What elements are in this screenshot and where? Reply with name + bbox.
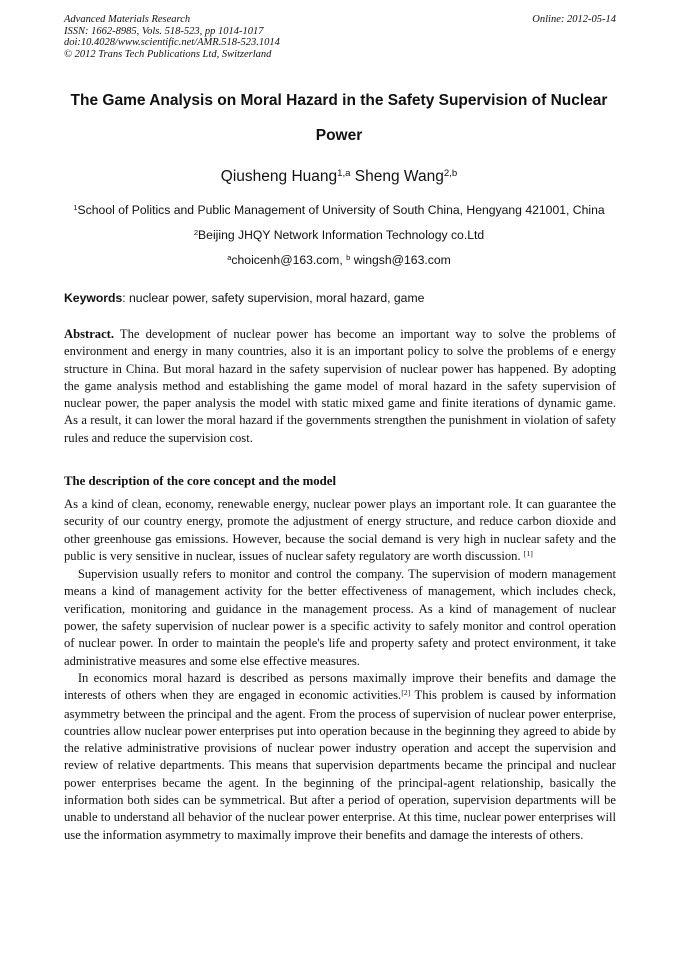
paragraph-2: Supervision usually refers to monitor and control the company. The supervision of modern management means a kind of management activity for the better effectiveness of management, which includes check, verification, monitoring and guidance in the management process. As a kind of management of nuclear power, the safety supervision of nuclear power is a specific activity to safely monitor and control operation of nuclear power. In order to maintain the people's life and property safety and protect environment, it take administrative measures and some else effective measures. <box>64 567 616 668</box>
author-line <box>50 168 628 186</box>
paragraph-3 <box>64 670 616 844</box>
paragraph-1 <box>64 496 616 566</box>
doi-line: doi:10.4028/www.scientific.net/AMR.518-523.1014 <box>64 37 280 48</box>
email-a: choicenh@163.com, <box>231 253 347 267</box>
author-2-sup: 2,b <box>443 167 458 179</box>
paragraph-3-text-a: In economics moral hazard is described as persons maximally improve their benefits and damage the interests of others when they are engaged in economic activities. <box>64 670 616 703</box>
keywords-text: : nuclear power, safety supervision, moral hazard, game <box>122 291 425 305</box>
affiliation-1-sup: 1 <box>73 202 78 212</box>
author-1-sup: 1,a <box>337 167 351 179</box>
issn-line: ISSN: 1662-8985, Vols. 518-523, pp 1014-1017 <box>64 25 264 37</box>
abstract-text: The development of nuclear power has become an important way to solve the problems of environment and energy in many countries, also it is an important policy to solve the problems of e energy structure in China. But moral hazard in the safety supervision of nuclear power has happened. By adopting the game analysis method and establishing the game model of moral hazard in the safety supervision of nuclear power, the paper analysis the model with static mixed game and finite iterations of dynamic game. As a result, it can lower the moral hazard if the governments strengthen the punishment in violation of safety rules and reduce the supervision cost. <box>64 327 616 445</box>
paper-title-line-1: The Game Analysis on Moral Hazard in the Safety Supervision of Nuclear <box>70 92 608 109</box>
email-b-sup: b <box>346 252 351 262</box>
section-heading: The description of the core concept and the model <box>64 474 337 488</box>
paragraph-3-ref: [2] <box>401 687 411 697</box>
journal-header <box>64 14 616 60</box>
affiliation-1-text: School of Politics and Public Management of University of South China, Hengyang 421001, China <box>77 203 605 217</box>
online-date: Online: 2012-05-14 <box>532 14 616 25</box>
abstract-label: Abstract. <box>64 327 115 341</box>
journal-name: Advanced Materials Research <box>64 14 191 25</box>
author-2-name: Sheng Wang <box>350 168 444 185</box>
affiliation-1 <box>40 203 638 217</box>
email-line <box>40 253 638 267</box>
paper-title-line-2: Power <box>315 127 363 144</box>
affiliation-2-sup: 2 <box>193 227 199 237</box>
keywords <box>64 291 616 305</box>
email-a-sup: a <box>227 252 232 262</box>
affiliation-2-text: Beijing JHQY Network Information Technology co.Ltd <box>198 228 485 242</box>
author-1-name: Qiusheng Huang <box>220 168 338 185</box>
keywords-label: Keywords <box>64 291 123 305</box>
paragraph-1-ref: [1] <box>523 548 533 558</box>
copyright-line: © 2012 Trans Tech Publications Ltd, Switzerland <box>64 48 272 60</box>
affiliation-2 <box>40 228 638 242</box>
paragraph-1-text: As a kind of clean, economy, renewable energy, nuclear power plays an important role. It can guarantee the security of our country energy, promote the adjustment of energy structure, and reduce carbon dioxide and other greenhouse gas emissions. However, because the social demand is very high in nuclear safety and the public is very sensitive in nuclear, issues of nuclear safety regulatory are worth discussion. <box>64 497 616 563</box>
paragraph-3-text-b: This problem is caused by information asymmetry between the principal and the agent. From the process of supervision of nuclear power enterprise, countries allow nuclear power enterprises put into operation because in the beginning they agreed to abide by the relative administrative provisions of nuclear power industry operation and accept the supervision and review of relative departments. This means that supervision departments became the principal and nuclear power enterprises became the agent. In the beginning of the principal-agent relationship, basically the information both sides can be symmetrical. But after a period of operation, supervision departments will be unable to understand all behavior of the nuclear power enterprise. At this time, nuclear power enterprises will use the information asymmetry to maximally improve their benefits and damage the interests of others. <box>64 688 616 842</box>
email-b: wingsh@163.com <box>350 253 451 267</box>
abstract <box>64 326 616 447</box>
section-body <box>64 496 616 844</box>
